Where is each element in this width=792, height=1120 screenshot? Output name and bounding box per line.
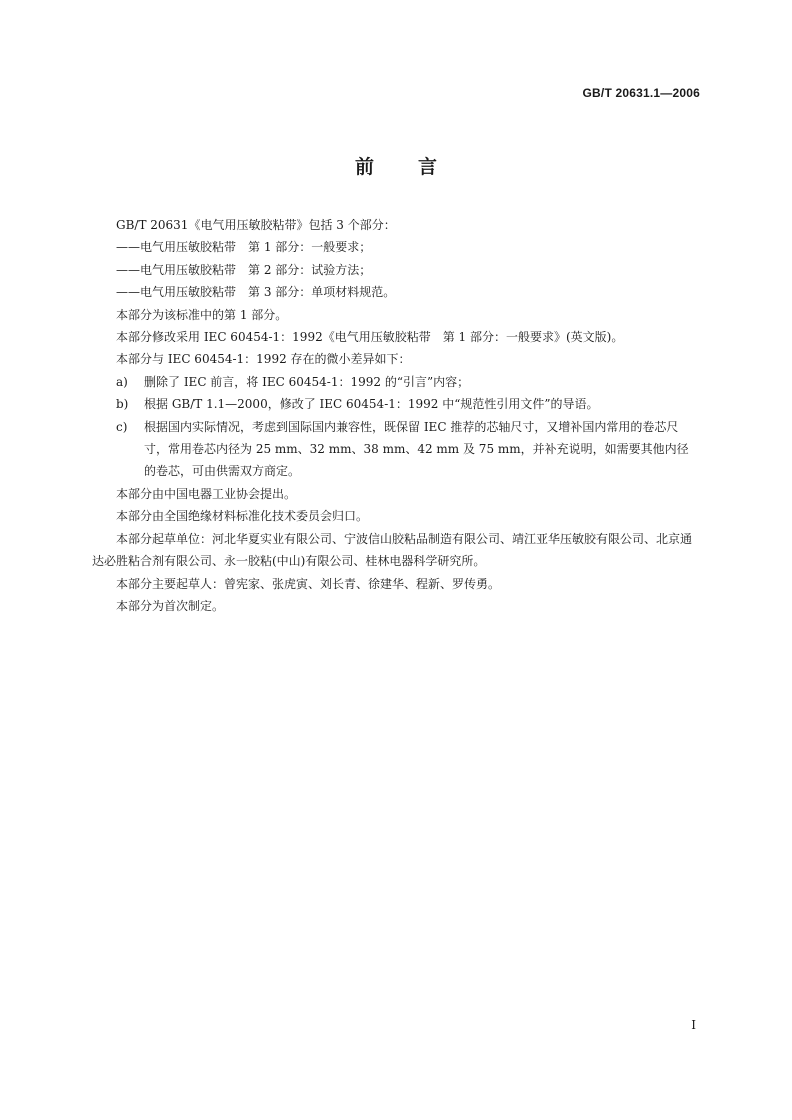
part-list-item-2: ——电气用压敏胶粘带 第 2 部分：试验方法； [116,262,372,277]
difference-item-b [92,393,700,415]
part-list-item-1: ——电气用压敏胶粘带 第 1 部分：一般要求； [116,240,372,255]
drafting-units-paragraph: 本部分起草单位：河北华夏实业有限公司、宁波信山胶粘品制造有限公司、靖江亚华压敏胶有限公司、北京通达必胜粘合剂有限公司、永一胶粘(中山)有限公司、桂林电器科学研究所。 [92,531,693,569]
this-part-paragraph: 本部分为该标准中的第 1 部分。 [116,307,288,322]
difference-item-a [92,371,700,393]
standard-code: GB/T 20631.1—2006 [582,86,700,100]
page-number: I [691,1018,696,1032]
difference-text-a: 删除了 IEC 前言，将 IEC 60454-1：1992 的“引言”内容； [144,374,470,389]
part-list-item-3: ——电气用压敏胶粘带 第 3 部分：单项材料规范。 [116,285,396,300]
intro-paragraph: GB/T 20631《电气用压敏胶粘带》包括 3 个部分： [116,218,396,232]
jurisdiction-paragraph: 本部分由全国绝缘材料标准化技术委员会归口。 [116,509,369,524]
foreword-body [92,214,700,617]
difference-text-b: 根据 GB/T 1.1—2000，修改了 IEC 60454-1：1992 中“规范性引用文件”的导语。 [144,397,599,412]
difference-label-b: b) [116,397,129,412]
drafters-paragraph: 本部分主要起草人：曾宪家、张虎寅、刘长青、徐建华、程新、罗传勇。 [116,576,501,591]
adoption-paragraph: 本部分修改采用 IEC 60454-1：1992《电气用压敏胶粘带 第 1 部分：一般要求》(英文版)。 [116,330,624,345]
proposed-by-paragraph: 本部分由中国电器工业协会提出。 [116,486,297,501]
difference-item-c [92,416,700,483]
differences-paragraph: 本部分与 IEC 60454-1：1992 存在的微小差异如下： [116,352,411,367]
difference-label-c: c) [116,419,128,434]
title-char-2: 言 [418,156,438,178]
difference-label-a: a) [116,374,128,389]
difference-text-c: 根据国内实际情况，考虑到国际国内兼容性，既保留 IEC 推荐的芯轴尺寸，又增补国内常用的卷芯尺寸，常用卷芯内径为 25 mm、32 mm、38 mm、42 mm 及 75 mm，并补充说明，如需要其他内径的卷芯，可由供需双方商定。 [144,419,689,479]
title-char-1: 前 [354,156,374,178]
page-title [0,152,792,179]
first-edition-paragraph: 本部分为首次制定。 [116,598,225,613]
